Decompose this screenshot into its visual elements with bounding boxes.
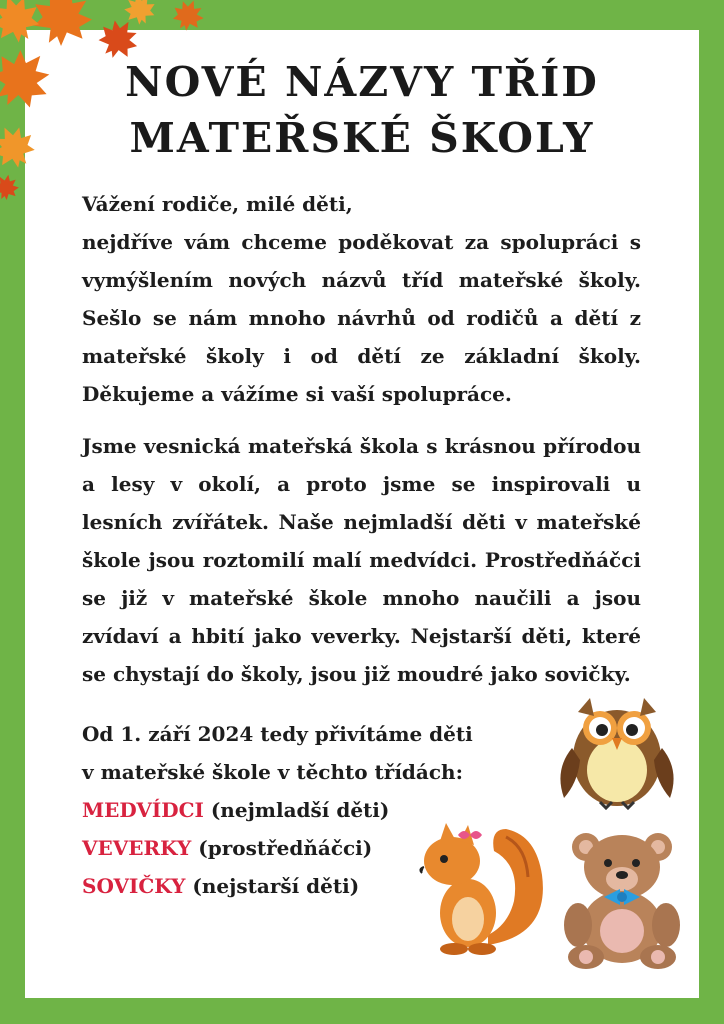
class-desc: (prostředňáčci)	[198, 836, 373, 860]
paragraph-thanks: nejdříve vám chceme poděkovat za spolupráci s vymýšlením nových názvů tříd mateřské školy. Sešlo se nám mnoho návrhů od rodičů a dětí z mateřské školy i od dětí ze základní školy. Děkujeme a vážíme si vaší spolupráce.	[82, 230, 641, 406]
maple-leaf-icon	[0, 0, 210, 210]
class-desc: (nejstarší děti)	[192, 874, 360, 898]
paragraph-animals: Jsme vesnická mateřská škola s krásnou přírodou a lesy v okolí, a proto jsme se inspirovali u lesních zvířátek. Naše nejmladší děti v mateřské škole jsou roztomilí malí medvídci. Prostředňáčci se již v mateřské škole mnoho naučili a jsou zvídaví a hbití jako veverky. Nejstarší děti, které se chystají do školy, jsou již moudré jako sovičky.	[82, 434, 641, 686]
class-desc: (nejmladší děti)	[210, 798, 390, 822]
title-line-1: NOVÉ NÁZVY TŘÍD	[125, 58, 599, 106]
greeting: Vážení rodiče, milé děti,	[82, 192, 353, 216]
class-name: VEVERKY	[82, 836, 192, 860]
title-line-2: MATEŘSKÉ ŠKOLY	[129, 114, 595, 162]
class-name: MEDVÍDCI	[82, 798, 204, 822]
squirrel-illustration	[410, 815, 555, 960]
classes-intro-line-2: v mateřské škole v těchto třídách:	[82, 760, 463, 784]
class-name: SOVIČKY	[82, 874, 186, 898]
owl-illustration	[550, 690, 685, 810]
classes-intro-line-1: Od 1. září 2024 tedy přivítáme děti	[82, 722, 473, 746]
teddy-bear-illustration	[558, 825, 688, 970]
